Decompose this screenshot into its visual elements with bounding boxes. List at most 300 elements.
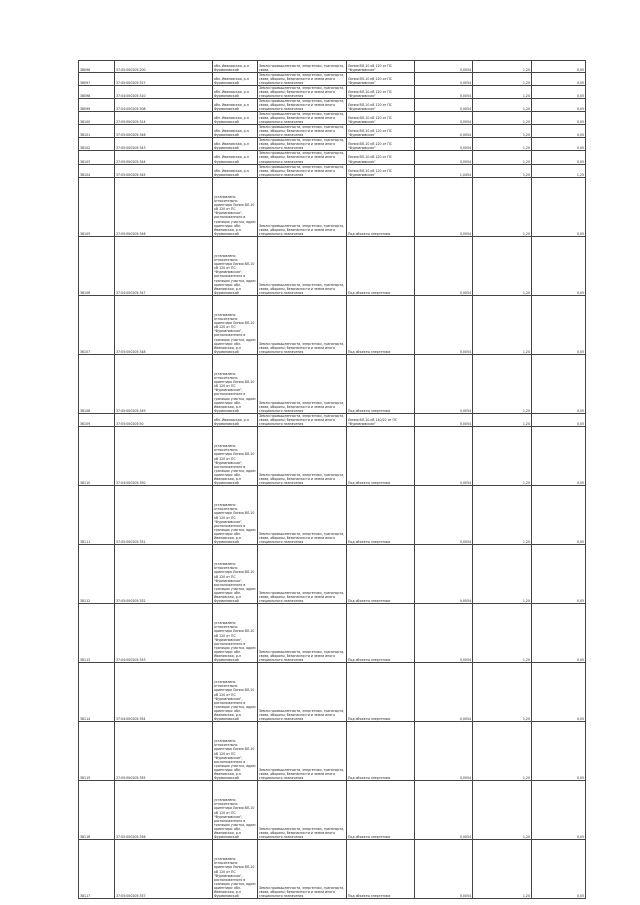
cell-cadastral-number <box>115 138 213 151</box>
cell-area <box>415 662 473 721</box>
cell-area-text: 0,0054 <box>459 834 471 839</box>
cell-value <box>532 485 586 544</box>
cell-cadastral-number-text: 37:05:000205:344 <box>116 159 146 164</box>
cell-value <box>532 721 586 780</box>
cell-coefficient <box>473 85 532 98</box>
cell-land-category-text: Земли промышленности, энергетики, транспорта, связи, обороны, безопасности и земли иного специального назначения <box>259 826 345 839</box>
cell-land-category <box>258 426 347 485</box>
cell-cadastral-number <box>115 662 213 721</box>
table-row <box>79 236 586 295</box>
cell-permitted-use-text: Линия ВЛ-10 кВ 120 от ПС "Фурмановская" <box>348 155 393 164</box>
cell-value-text: 1,25 <box>576 172 584 177</box>
cell-address-text: установлено относительно ориентира Линия ВЛ-10 кВ 120 от ПС "Фурмановская", расположенного в границах участка, адрес ориентира: обл. Ивановская, р-н Фурмановский <box>214 195 256 236</box>
cell-record-number-text: 38114 <box>80 716 91 721</box>
cell-land-category-text: Земли промышленности, энергетики, транспорта, связи, обороны, безопасности и земли иного специального назначения <box>259 164 345 177</box>
cell-coefficient-text: 1,20 <box>522 893 530 898</box>
cell-land-category <box>258 662 347 721</box>
cell-coefficient <box>473 354 532 413</box>
cell-cadastral-number <box>115 61 213 73</box>
cell-land-category <box>258 295 347 354</box>
cell-land-category-text: Земли промышленности, энергетики, транспорта, связи, обороны, безопасности и земли иного специального назначения <box>259 125 345 138</box>
cell-land-category-text: Земли промышленности, энергетики, транспорта, связи, обороны, безопасности и земли иного специального назначения <box>259 341 345 354</box>
cell-address-text: обл. Ивановская, р-н Фурмановский <box>214 129 249 138</box>
cell-value-text: 0,05 <box>576 598 584 603</box>
cell-area-text: 0,0054 <box>459 67 471 72</box>
cell-area <box>415 151 473 164</box>
cell-record-number-text: 38102 <box>80 146 91 151</box>
cell-land-category <box>258 236 347 295</box>
cell-coefficient <box>473 544 532 603</box>
cell-area-text: 0,0054 <box>459 598 471 603</box>
cell-land-category-text: Земли промышленности, энергетики, транспорта, связи, обороны, безопасности и земли иного специального назначения <box>259 885 345 898</box>
cell-land-category-text: Земли промышленности, энергетики, транспорта, связи, обороны, безопасности и земли иного специального назначения <box>259 282 345 295</box>
cell-value <box>532 138 586 151</box>
cell-value <box>532 236 586 295</box>
cell-permitted-use-text: Под объекты энергетики <box>348 290 391 295</box>
cell-cadastral-number-text: 37:05:000205:349 <box>116 408 146 413</box>
table-row <box>79 780 586 839</box>
cell-coefficient <box>473 662 532 721</box>
cell-cadastral-number-text: 37:05:000205:355 <box>116 775 146 780</box>
cell-land-category <box>258 98 347 111</box>
cell-coefficient-text: 1,20 <box>522 480 530 485</box>
cell-coefficient-text: 1,20 <box>522 349 530 354</box>
cell-address-text: установлено относительно ориентира Линия ВЛ-10 кВ 120 от ПС "Фурмановская", расположенного в границах участка, адрес ориентира: обл. Ивановская, р-н Фурмановский <box>214 621 256 662</box>
cell-permitted-use <box>347 151 415 164</box>
cell-cadastral-number <box>115 544 213 603</box>
cell-record-number-text: 38097 <box>80 80 91 85</box>
cell-cadastral-number-text: 37:04:000205:350 <box>116 480 146 485</box>
cell-address-text: обл. Ивановская, р-н Фурмановский <box>214 89 249 98</box>
cell-area-text: 0,0054 <box>459 349 471 354</box>
cell-cadastral-number <box>115 85 213 98</box>
cell-permitted-use-text: Под объекты энергетики <box>348 775 391 780</box>
cell-address <box>213 295 258 354</box>
cell-area-text: 0,0054 <box>459 133 471 138</box>
table-row <box>79 839 586 898</box>
cell-cadastral-number-text: 37:05:000205:50 <box>116 421 144 426</box>
cell-cadastral-number <box>115 295 213 354</box>
cell-record-number <box>79 98 115 111</box>
cell-value-text: 0,05 <box>576 146 584 151</box>
cell-record-number-text: 38116 <box>80 834 91 839</box>
cell-value-text: 0,05 <box>576 893 584 898</box>
cell-coefficient-text: 1,20 <box>522 657 530 662</box>
cell-cadastral-number-text: 37:05:000205:345 <box>116 172 146 177</box>
cell-cadastral-number-text: 37:04:000205:308 <box>116 106 146 111</box>
cell-address-text: установлено относительно ориентира Линия ВЛ-10 кВ 120 от ПС "Фурмановская", расположенного в границах участка, адрес ориентира: обл. Ивановская, р-н Фурмановский <box>214 798 256 839</box>
cell-value <box>532 61 586 73</box>
cell-record-number <box>79 426 115 485</box>
cell-permitted-use <box>347 85 415 98</box>
cell-record-number <box>79 780 115 839</box>
cell-address-text: установлено относительно ориентира Линия ВЛ-10 кВ 120 от ПС "Фурмановская", расположенного в границах участка, адрес ориентира: обл. Ивановская, р-н Фурмановский <box>214 503 256 544</box>
cell-permitted-use-text: Линия ВЛ-10 кВ 120 от ПС "Фурмановская" <box>348 129 393 138</box>
cell-permitted-use-text: Под объекты энергетики <box>348 408 391 413</box>
cell-land-category-text: Земли промышленности, энергетики, транспорта, связи, обороны, безопасности и земли иного специального назначения <box>259 138 345 151</box>
cell-permitted-use-text: Линия ВЛ-10 кВ 120 от ПС "Фурмановская" <box>348 102 393 111</box>
cell-address <box>213 426 258 485</box>
cell-record-number <box>79 61 115 73</box>
cell-address-text: обл. Ивановская, р-н Фурмановский <box>214 142 249 151</box>
cell-address-text: обл. Ивановская, р-н Фурмановский <box>214 76 249 85</box>
cell-permitted-use <box>347 138 415 151</box>
cell-area <box>415 485 473 544</box>
cell-area <box>415 112 473 125</box>
cell-record-number-text: 38103 <box>80 159 91 164</box>
cell-area-text: 0,0054 <box>459 421 471 426</box>
cell-coefficient <box>473 112 532 125</box>
cell-permitted-use <box>347 164 415 177</box>
cell-cadastral-number <box>115 839 213 898</box>
cell-area <box>415 413 473 426</box>
cell-coefficient-text: 1,20 <box>522 106 530 111</box>
cell-coefficient-text: 1,20 <box>522 290 530 295</box>
cell-address-text: установлено относительно ориентира Линия ВЛ-10 кВ 120 от ПС "Фурмановская", расположенного в границах участка, адрес ориентира: обл. Ивановская, р-н Фурмановский <box>214 254 256 295</box>
cell-coefficient-text: 1,20 <box>522 834 530 839</box>
cell-value <box>532 112 586 125</box>
cell-value <box>532 544 586 603</box>
cell-area <box>415 61 473 73</box>
cell-address-text: обл. Ивановская, р-н Фурмановский <box>214 417 249 426</box>
cell-coefficient <box>473 177 532 236</box>
cell-coefficient-text: 1,20 <box>522 159 530 164</box>
cell-value <box>532 413 586 426</box>
cell-record-number-text: 38111 <box>80 539 91 544</box>
cell-record-number-text: 38106 <box>80 290 91 295</box>
cell-address <box>213 125 258 138</box>
cell-coefficient <box>473 413 532 426</box>
cell-cadastral-number <box>115 603 213 662</box>
cell-record-number-text: 38099 <box>80 106 91 111</box>
cell-address <box>213 662 258 721</box>
cell-cadastral-number <box>115 151 213 164</box>
cell-cadastral-number <box>115 485 213 544</box>
table-row <box>79 125 586 138</box>
cell-address <box>213 236 258 295</box>
cell-permitted-use <box>347 112 415 125</box>
cell-coefficient <box>473 485 532 544</box>
cell-address <box>213 839 258 898</box>
cell-cadastral-number-text: 37:05:000205:343 <box>116 146 146 151</box>
cell-address <box>213 112 258 125</box>
cell-cadastral-number-text: 37:05:000205:346 <box>116 133 146 138</box>
cell-value-text: 0,05 <box>576 120 584 125</box>
cell-area <box>415 544 473 603</box>
cell-record-number-text: 38117 <box>80 893 91 898</box>
cell-value <box>532 98 586 111</box>
cell-address <box>213 85 258 98</box>
cell-record-number-text: 38115 <box>80 775 91 780</box>
cell-coefficient-text: 1,20 <box>522 172 530 177</box>
cell-cadastral-number-text: 37:04:000205:354 <box>116 716 146 721</box>
cell-cadastral-number <box>115 426 213 485</box>
cell-value-text: 0,05 <box>576 716 584 721</box>
cell-area <box>415 426 473 485</box>
cell-address-text: установлено относительно ориентира Линия ВЛ-10 кВ 120 от ПС "Фурмановская", расположенного в границах участка, адрес ориентира: обл. Ивановская, р-н Фурмановский <box>214 372 256 413</box>
cell-permitted-use-text: Под объекты энергетики <box>348 480 391 485</box>
cell-record-number-text: 38107 <box>80 349 91 354</box>
cell-record-number <box>79 839 115 898</box>
cell-record-number <box>79 177 115 236</box>
cell-coefficient <box>473 236 532 295</box>
cell-cadastral-number <box>115 164 213 177</box>
cell-address-text: установлено относительно ориентира Линия ВЛ-10 кВ 120 от ПС "Фурмановская", расположенного в границах участка, адрес ориентира: обл. Ивановская, р-н Фурмановский <box>214 313 256 354</box>
cell-land-category <box>258 721 347 780</box>
cell-land-category <box>258 125 347 138</box>
cell-permitted-use-text: Линия ВЛ-10 кВ 120 от ПС "Фурмановская" <box>348 168 393 177</box>
cell-land-category <box>258 603 347 662</box>
cell-area-text: 0,0054 <box>459 480 471 485</box>
cell-land-category-text: Земли промышленности, энергетики, транспорта, связи, обороны, безопасности и земли иного специального назначения <box>259 649 345 662</box>
cell-land-category-text: Земли промышленности, энергетики, транспорта, связи, обороны, безопасности и земли иного специального назначения <box>259 767 345 780</box>
cell-cadastral-number <box>115 72 213 85</box>
cell-address-text: установлено относительно ориентира Линия ВЛ-10 кВ 120 от ПС "Фурмановская", расположенного в границах участка, адрес ориентира: обл. Ивановская, р-н Фурмановский <box>214 857 256 898</box>
cell-value <box>532 151 586 164</box>
table-body <box>79 61 586 899</box>
cell-value <box>532 85 586 98</box>
cell-record-number-text: 38098 <box>80 93 91 98</box>
cell-cadastral-number <box>115 721 213 780</box>
cell-land-category-text: Земли промышленности, энергетики, транспорта, связи, обороны, безопасности и земли иного специального назначения <box>259 400 345 413</box>
cell-cadastral-number-text: 37:05:000205:346 <box>116 231 146 236</box>
table-row <box>79 112 586 125</box>
cell-coefficient-text: 1,20 <box>522 421 530 426</box>
cell-area-text: 0,0054 <box>459 408 471 413</box>
cell-value-text: 0,05 <box>576 775 584 780</box>
table-row <box>79 72 586 85</box>
cell-address <box>213 72 258 85</box>
cell-coefficient-text: 1,20 <box>522 598 530 603</box>
cell-coefficient-text: 1,20 <box>522 67 530 72</box>
cell-area <box>415 98 473 111</box>
cell-land-category-text: Земли промышленности, энергетики, транспорта, связи, обороны, безопасности и земли иного специального назначения <box>259 223 345 236</box>
cell-land-category <box>258 177 347 236</box>
cell-permitted-use <box>347 839 415 898</box>
cell-record-number <box>79 72 115 85</box>
cell-land-category <box>258 112 347 125</box>
cell-coefficient-text: 1,20 <box>522 408 530 413</box>
cell-coefficient-text: 1,20 <box>522 716 530 721</box>
cell-record-number <box>79 544 115 603</box>
cell-area-text: 0,0054 <box>459 290 471 295</box>
cell-address <box>213 354 258 413</box>
table-row <box>79 354 586 413</box>
cell-permitted-use <box>347 780 415 839</box>
cell-value-text: 0,05 <box>576 657 584 662</box>
cell-land-category <box>258 839 347 898</box>
cell-land-category <box>258 544 347 603</box>
cell-land-category <box>258 72 347 85</box>
table-row <box>79 151 586 164</box>
cell-value-text: 0,05 <box>576 106 584 111</box>
cell-land-category-text: Земли промышленности, энергетики, транспорта, связи, обороны, безопасности и земли иного специального назначения <box>259 708 345 721</box>
cell-permitted-use <box>347 485 415 544</box>
cell-cadastral-number-text: 37:05:000205:327 <box>116 80 146 85</box>
cell-value-text: 0,05 <box>576 480 584 485</box>
cell-coefficient-text: 1,20 <box>522 775 530 780</box>
cell-record-number-text: 38112 <box>80 598 91 603</box>
cell-area-text: 0,0054 <box>459 716 471 721</box>
cell-permitted-use <box>347 721 415 780</box>
cell-permitted-use-text: Линия ВЛ-10 кВ 120 от ПС "Фурмановская" <box>348 142 393 151</box>
cell-area <box>415 603 473 662</box>
cell-address-text: установлено относительно ориентира Линия ВЛ-10 кВ 120 от ПС "Фурмановская", расположенного в границах участка, адрес ориентира: обл. Ивановская, р-н Фурмановский <box>214 444 256 485</box>
cell-cadastral-number <box>115 98 213 111</box>
cell-value-text: 0,05 <box>576 408 584 413</box>
cell-address <box>213 151 258 164</box>
cell-value <box>532 72 586 85</box>
cell-coefficient <box>473 295 532 354</box>
cell-coefficient <box>473 164 532 177</box>
cell-cadastral-number <box>115 112 213 125</box>
cell-land-category <box>258 138 347 151</box>
cell-record-number <box>79 112 115 125</box>
cell-area <box>415 236 473 295</box>
table-row <box>79 721 586 780</box>
cell-record-number <box>79 485 115 544</box>
cell-record-number <box>79 164 115 177</box>
cell-coefficient-text: 1,20 <box>522 146 530 151</box>
table-row <box>79 662 586 721</box>
cell-value-text: 0,05 <box>576 67 584 72</box>
cell-cadastral-number-text: 37:05:000205:314 <box>116 120 146 125</box>
cell-address <box>213 177 258 236</box>
cell-area-text: 0,0054 <box>459 80 471 85</box>
cell-permitted-use-text: Под объекты энергетики <box>348 716 391 721</box>
cell-land-category-text: Земли промышленности, энергетики, транспорта, связи, обороны, безопасности и земли иного специального назначения <box>259 590 345 603</box>
cell-area <box>415 125 473 138</box>
cell-value <box>532 295 586 354</box>
cell-cadastral-number <box>115 236 213 295</box>
cell-area <box>415 72 473 85</box>
cell-coefficient <box>473 426 532 485</box>
cell-land-category <box>258 413 347 426</box>
cell-land-category-text: Земли промышленности, энергетики, транспорта, связи, обороны, безопасности и земли иного специального назначения <box>259 98 345 111</box>
table-row <box>79 413 586 426</box>
cell-record-number-text: 38108 <box>80 408 91 413</box>
cell-land-category <box>258 85 347 98</box>
cell-land-category-text: Земли промышленности, энергетики, транспорта, связи, обороны, безопасности и земли иного специального назначения <box>259 472 345 485</box>
cell-coefficient-text: 1,20 <box>522 133 530 138</box>
cell-value <box>532 177 586 236</box>
cell-value <box>532 426 586 485</box>
cell-cadastral-number <box>115 177 213 236</box>
cell-record-number-text: 38110 <box>80 480 91 485</box>
cell-permitted-use-text: Под объекты энергетики <box>348 598 391 603</box>
cell-value-text: 0,05 <box>576 290 584 295</box>
cell-permitted-use <box>347 72 415 85</box>
cell-cadastral-number <box>115 354 213 413</box>
cell-area-text: 0,0054 <box>459 159 471 164</box>
cell-permitted-use <box>347 662 415 721</box>
cell-value <box>532 125 586 138</box>
cell-land-category <box>258 780 347 839</box>
cell-coefficient-text: 1,20 <box>522 120 530 125</box>
cell-cadastral-number <box>115 780 213 839</box>
cell-address <box>213 603 258 662</box>
cell-cadastral-number-text: 37:05:000205:351 <box>116 539 146 544</box>
cell-record-number-text: 38109 <box>80 421 91 426</box>
cell-land-category-text: Земли промышленности, энергетики, транспорта, связи, обороны, безопасности и земли иного специального назначения <box>259 85 345 98</box>
cell-record-number-text: 38100 <box>80 120 91 125</box>
cell-coefficient <box>473 72 532 85</box>
table-row <box>79 177 586 236</box>
cell-permitted-use-text: Под объекты энергетики <box>348 657 391 662</box>
cell-coefficient <box>473 138 532 151</box>
cell-permitted-use-text: Линия ВЛ-10 кВ 120 от ПС "Фурмановская" <box>348 76 393 85</box>
cell-record-number <box>79 721 115 780</box>
cell-value-text: 0,05 <box>576 80 584 85</box>
cell-land-category-text: Земли промышленности, энергетики, транспорта, связи, обороны, безопасности и земли иного специального назначения <box>259 413 345 426</box>
cell-coefficient <box>473 839 532 898</box>
cell-record-number-text: 38101 <box>80 133 91 138</box>
cell-coefficient <box>473 603 532 662</box>
cell-area <box>415 295 473 354</box>
cell-area <box>415 177 473 236</box>
cell-coefficient <box>473 125 532 138</box>
cell-coefficient <box>473 61 532 73</box>
cell-cadastral-number-text: 37:04:000205:310 <box>116 93 146 98</box>
cell-address-text: обл. Ивановская, р-н Фурмановский <box>214 102 249 111</box>
cell-cadastral-number-text: 37:05:000205:200 <box>116 67 146 72</box>
table-row <box>79 61 586 73</box>
cell-value-text: 0,05 <box>576 421 584 426</box>
cell-record-number <box>79 354 115 413</box>
cell-address-text: обл. Ивановская, р-н Фурмановский <box>214 63 249 72</box>
cell-area-text: 0,0054 <box>459 775 471 780</box>
cell-area-text: 0,0054 <box>459 120 471 125</box>
cell-address-text: обл. Ивановская, р-н Фурмановский <box>214 155 249 164</box>
cell-value <box>532 354 586 413</box>
cell-permitted-use-text: Линия ВЛ-10 кВ 120 от ПС "Фурмановская" <box>348 89 393 98</box>
cell-value <box>532 164 586 177</box>
cell-address <box>213 721 258 780</box>
cell-record-number-text: 38105 <box>80 231 91 236</box>
cell-record-number <box>79 236 115 295</box>
cell-value <box>532 662 586 721</box>
cell-permitted-use-text: Под объекты энергетики <box>348 834 391 839</box>
cell-area-text: 0,0054 <box>459 657 471 662</box>
cell-address <box>213 413 258 426</box>
cell-permitted-use-text: Под объекты энергетики <box>348 893 391 898</box>
cell-land-category <box>258 151 347 164</box>
cell-permitted-use <box>347 236 415 295</box>
cell-permitted-use <box>347 413 415 426</box>
cell-address <box>213 485 258 544</box>
cell-coefficient <box>473 151 532 164</box>
cell-record-number <box>79 295 115 354</box>
land-plots-table <box>78 60 586 899</box>
cell-area <box>415 780 473 839</box>
cell-coefficient-text: 1,20 <box>522 231 530 236</box>
cell-address-text: обл. Ивановская, р-н Фурмановский <box>214 168 249 177</box>
cell-permitted-use <box>347 426 415 485</box>
cell-permitted-use-text: Под объекты энергетики <box>348 349 391 354</box>
cell-record-number-text: 38113 <box>80 657 91 662</box>
cell-land-category <box>258 354 347 413</box>
cell-permitted-use <box>347 125 415 138</box>
cell-address-text: установлено относительно ориентира Линия ВЛ-10 кВ 120 от ПС "Фурмановская", расположенного в границах участка, адрес ориентира: обл. Ивановская, р-н Фурмановский <box>214 562 256 603</box>
cell-land-category-text: Земли промышленности, энергетики, транспорта, связи, обороны, безопасности и земли иного специального назначения <box>259 151 345 164</box>
cell-permitted-use-text: Линия ВЛ-10 кВ 140/22 от ПС "Фурмановская" <box>348 417 398 426</box>
cell-record-number <box>79 603 115 662</box>
cell-permitted-use <box>347 354 415 413</box>
cell-address <box>213 138 258 151</box>
cell-coefficient-text: 1,20 <box>522 80 530 85</box>
cell-value-text: 0,05 <box>576 231 584 236</box>
cell-area <box>415 164 473 177</box>
